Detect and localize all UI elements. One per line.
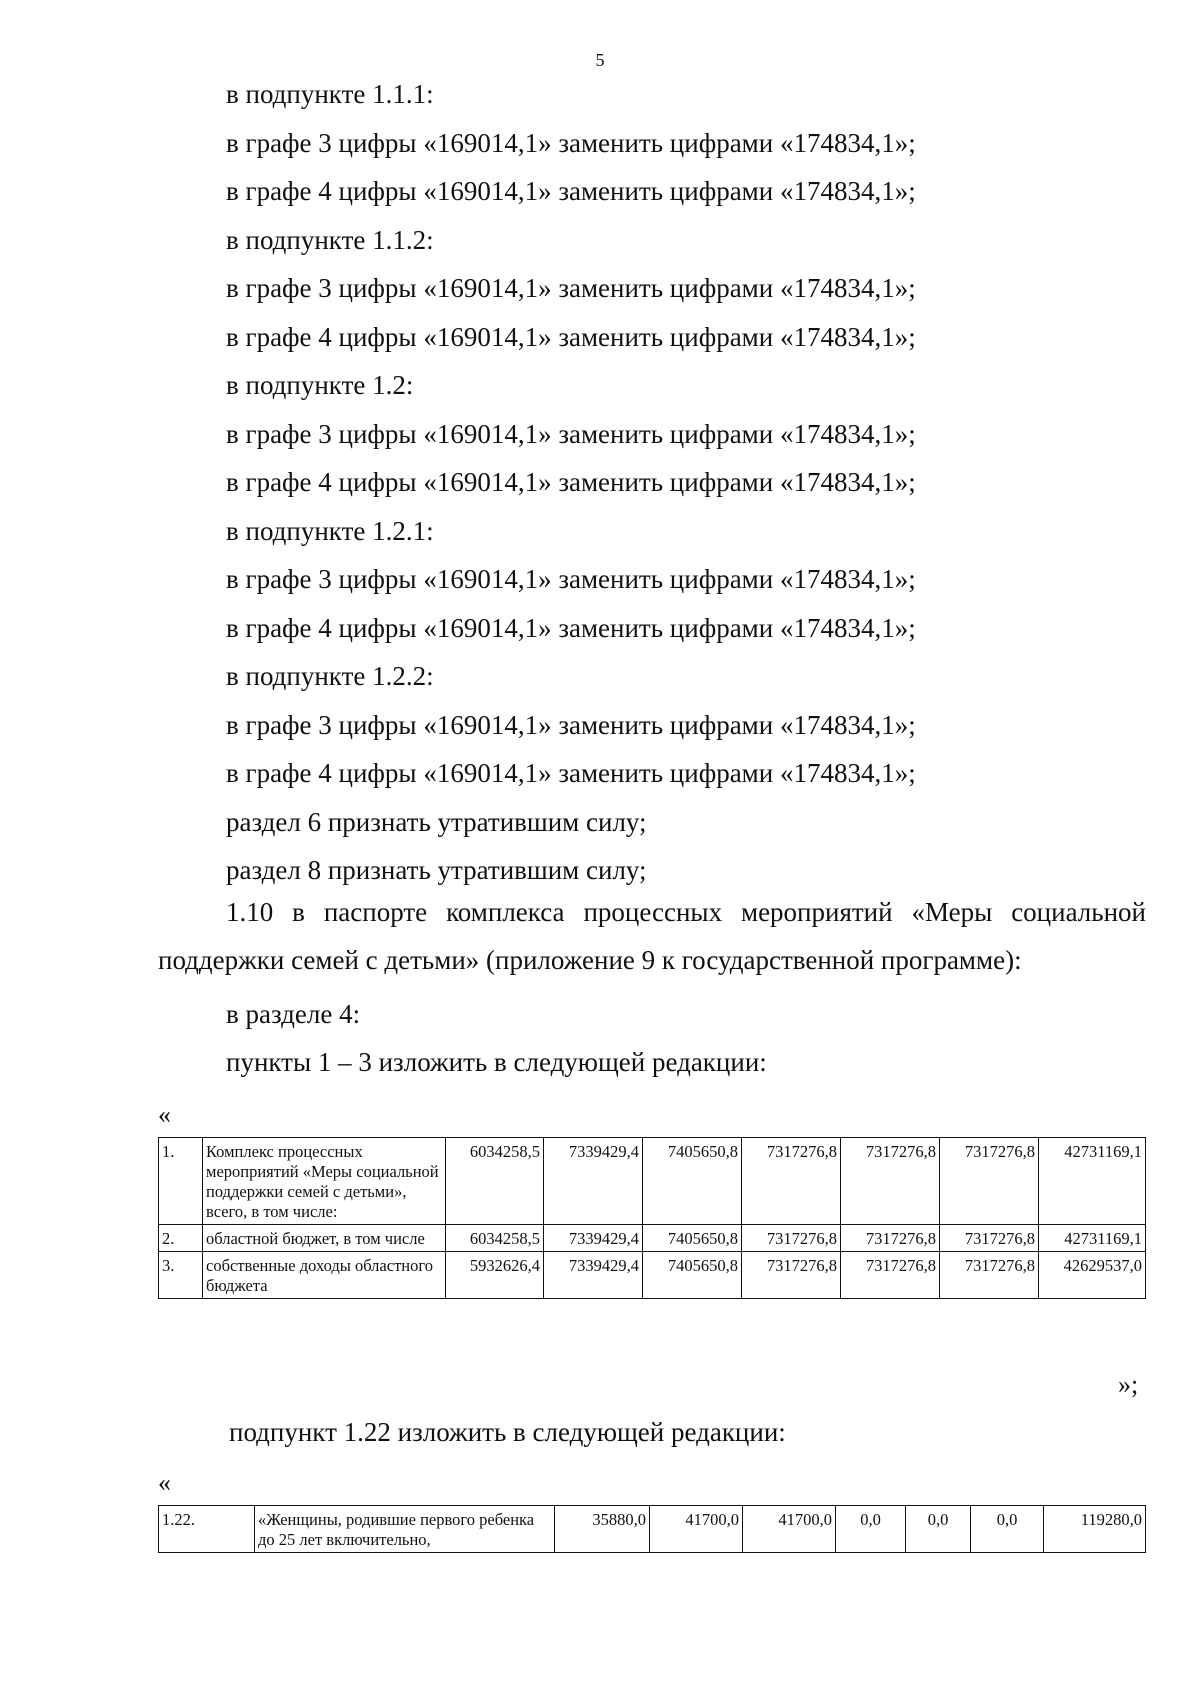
row-name: «Женщины, родившие первого ребенка до 25 лет включительно,: [255, 1506, 555, 1553]
opening-quote: «: [158, 1468, 171, 1497]
amendment-line: в подпункте 1.2:: [226, 370, 414, 400]
value-cell: 7339429,4: [544, 1225, 643, 1252]
section-4-line: в разделе 4:: [226, 999, 361, 1029]
value-cell: 7405650,8: [643, 1252, 742, 1299]
value-cell: 6034258,5: [446, 1138, 544, 1225]
value-cell: 41700,0: [743, 1506, 836, 1553]
value-cell: 42731169,1: [1039, 1138, 1146, 1225]
value-cell: 5932626,4: [446, 1252, 544, 1299]
row-number: 3.: [159, 1252, 203, 1299]
value-cell: 7317276,8: [841, 1138, 940, 1225]
value-cell: 7405650,8: [643, 1225, 742, 1252]
amendment-line: в графе 4 цифры «169014,1» заменить цифрами «174834,1»;: [226, 612, 916, 643]
page-number: 5: [595, 50, 605, 70]
amendment-line: в подпункте 1.2.1:: [226, 515, 434, 546]
opening-quote: «: [158, 1100, 171, 1129]
amendment-line: раздел 6 признать утратившим силу;: [226, 806, 647, 837]
value-cell: 7339429,4: [544, 1138, 643, 1225]
subitem-table: [158, 1505, 1146, 1553]
amendment-line: в графе 3 цифры «169014,1» заменить цифрами «174834,1»;: [226, 564, 916, 594]
amendment-line: в графе 4 цифры «169014,1» заменить цифрами «174834,1»;: [226, 176, 916, 206]
value-cell: 7339429,4: [544, 1252, 643, 1299]
value-cell: 42731169,1: [1039, 1225, 1146, 1252]
table-row: [159, 1138, 1146, 1225]
amendment-line: в графе 3 цифры «169014,1» заменить цифрами «174834,1»;: [226, 418, 916, 449]
value-cell: 0,0: [906, 1506, 971, 1553]
amendment-line: в графе 4 цифры «169014,1» заменить цифрами «174834,1»;: [226, 467, 916, 497]
value-cell: 0,0: [836, 1506, 906, 1553]
amendment-line: в подпункте 1.1.1:: [226, 79, 434, 109]
amendment-line: в графе 3 цифры «169014,1» заменить цифрами «174834,1»;: [226, 127, 916, 158]
value-cell: 7405650,8: [643, 1138, 742, 1225]
value-cell: 41700,0: [650, 1506, 743, 1553]
value-cell: 7317276,8: [742, 1252, 841, 1299]
table-row: [159, 1506, 1146, 1553]
funding-table: [158, 1137, 1146, 1299]
row-name: собственные доходы областного бюджета: [203, 1252, 446, 1299]
items-intro: пункты 1 – 3 изложить в следующей редакции:: [226, 1047, 767, 1077]
value-cell: 119280,0: [1044, 1506, 1146, 1553]
row-name: областной бюджет, в том числе: [203, 1225, 446, 1252]
amendment-line: в подпункте 1.2.2:: [226, 661, 434, 691]
value-cell: 42629537,0: [1039, 1252, 1146, 1299]
row-number: 1.22.: [159, 1506, 255, 1553]
value-cell: 7317276,8: [940, 1252, 1039, 1299]
subitem-intro: подпункт 1.22 изложить в следующей редакции:: [229, 1417, 786, 1447]
table-row: [159, 1225, 1146, 1252]
table-row: [159, 1252, 1146, 1299]
amendment-line: раздел 8 признать утратившим силу;: [226, 855, 647, 885]
row-number: 2.: [159, 1225, 203, 1252]
value-cell: 6034258,5: [446, 1225, 544, 1252]
amendment-line: в графе 4 цифры «169014,1» заменить цифрами «174834,1»;: [226, 758, 916, 788]
value-cell: 35880,0: [555, 1506, 650, 1553]
value-cell: 0,0: [971, 1506, 1044, 1553]
value-cell: 7317276,8: [841, 1252, 940, 1299]
value-cell: 7317276,8: [940, 1138, 1039, 1225]
value-cell: 7317276,8: [841, 1225, 940, 1252]
amendment-lines: [226, 70, 1146, 895]
paragraph-1-10-line-1: 1.10 в паспорте комплекса процессных мероприятий «Меры социальной: [226, 897, 1146, 927]
closing-quote: »;: [1118, 1370, 1139, 1399]
paragraph-1-10: [158, 888, 1146, 984]
row-name: Комплекс процессных мероприятий «Меры социальной поддержки семей с детьми», всего, в том числе:: [203, 1138, 446, 1225]
value-cell: 7317276,8: [742, 1225, 841, 1252]
paragraph-1-10-line-2: поддержки семей с детьми» (приложение 9 к государственной программе):: [158, 945, 1022, 975]
amendment-line: в графе 3 цифры «169014,1» заменить цифрами «174834,1»;: [226, 709, 916, 740]
amendment-line: в графе 4 цифры «169014,1» заменить цифрами «174834,1»;: [226, 321, 916, 352]
value-cell: 7317276,8: [940, 1225, 1039, 1252]
row-number: 1.: [159, 1138, 203, 1225]
amendment-line: в графе 3 цифры «169014,1» заменить цифрами «174834,1»;: [226, 273, 916, 303]
value-cell: 7317276,8: [742, 1138, 841, 1225]
amendment-line: в подпункте 1.1.2:: [226, 224, 434, 255]
